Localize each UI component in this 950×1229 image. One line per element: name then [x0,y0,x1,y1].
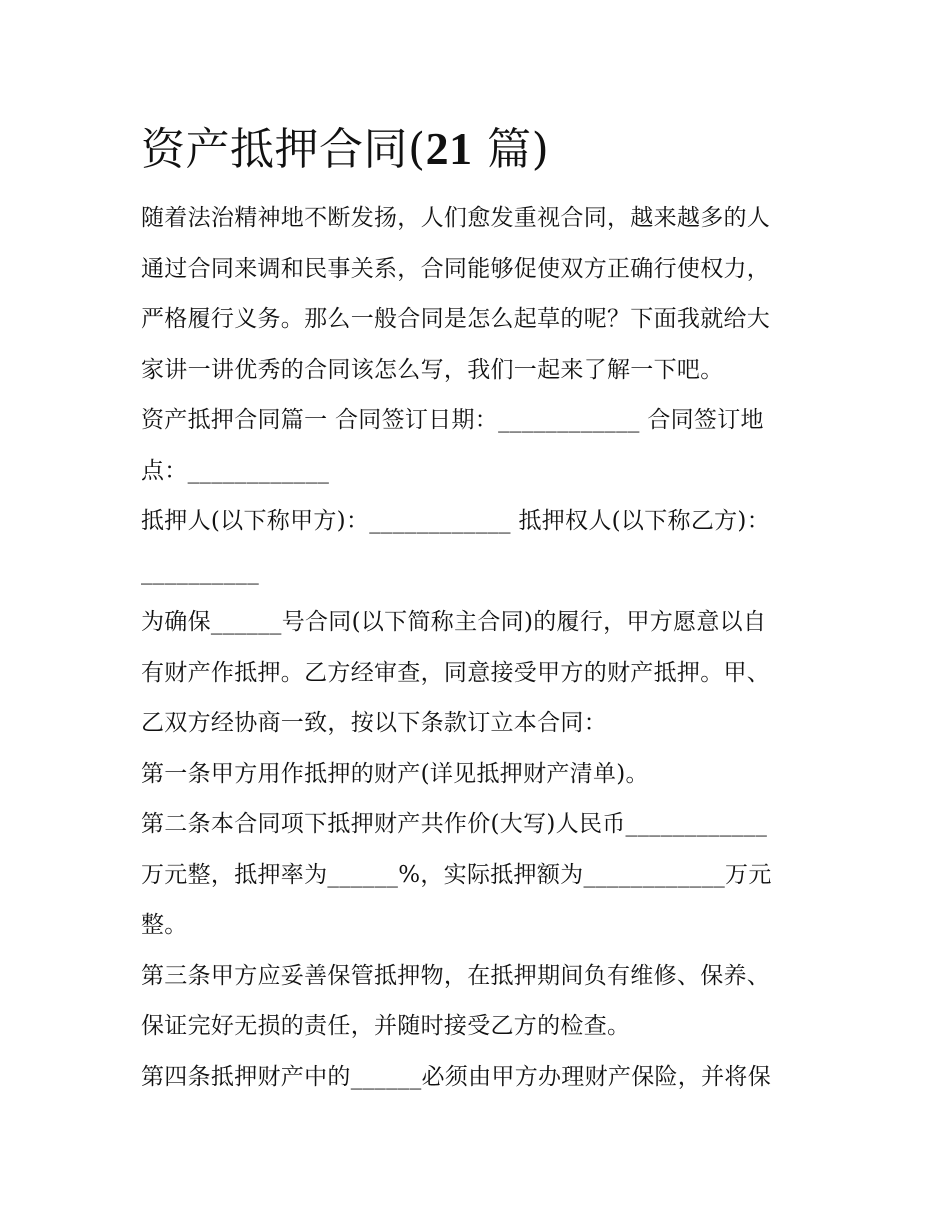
text-line: 第二条本合同项下抵押财产共作价(大写)人民币____________ [141,811,768,837]
text-line: __________ [141,558,259,585]
text-line: 抵押人(以下称甲方)：____________ 抵押权人(以下称乙方)： [141,508,771,534]
text-line: 资产抵押合同篇一 合同签订日期：____________ 合同签订地 [141,407,764,433]
text-line: 万元整，抵押率为______%，实际抵押额为____________万元 [141,861,772,888]
document-page [141,118,813,1102]
text-line: 通过合同来调和民事关系，合同能够促使双方正确行使权力， [141,255,771,282]
text-line: 严格履行义务。那么一般合同是怎么起草的呢？下面我就给大 [141,306,771,332]
text-line: 整。 [141,912,188,938]
text-line: 有财产作抵押。乙方经审查，同意接受甲方的财产抵押。甲、 [141,659,771,686]
text-line: 随着法治精神地不断发扬，人们愈发重视合同，越来越多的人 [141,205,771,231]
text-line: 保证完好无损的责任，并随时接受乙方的检查。 [141,1013,631,1039]
text-line: 乙双方经协商一致，按以下条款订立本合同： [141,710,607,736]
text-line: 第三条甲方应妥善保管抵押物，在抵押期间负有维修、保养、 [141,962,771,989]
text-line: 家讲一讲优秀的合同该怎么写，我们一起来了解一下吧。 [141,356,724,383]
text-line: 第四条抵押财产中的______必须由甲方办理财产保险，并将保 [141,1063,771,1090]
text-line: 点：____________ [141,457,330,484]
title-text: 资产抵押合同( [141,124,426,175]
document-title [141,118,813,181]
text-line: 第一条甲方用作抵押的财产(详见抵押财产清单)。 [141,760,649,787]
title-number: 21 [425,123,473,174]
title-suffix: 篇) [472,124,550,175]
text-line: 为确保______号合同(以下简称主合同)的履行，甲方愿意以自 [141,609,767,635]
document-body [141,193,813,1102]
